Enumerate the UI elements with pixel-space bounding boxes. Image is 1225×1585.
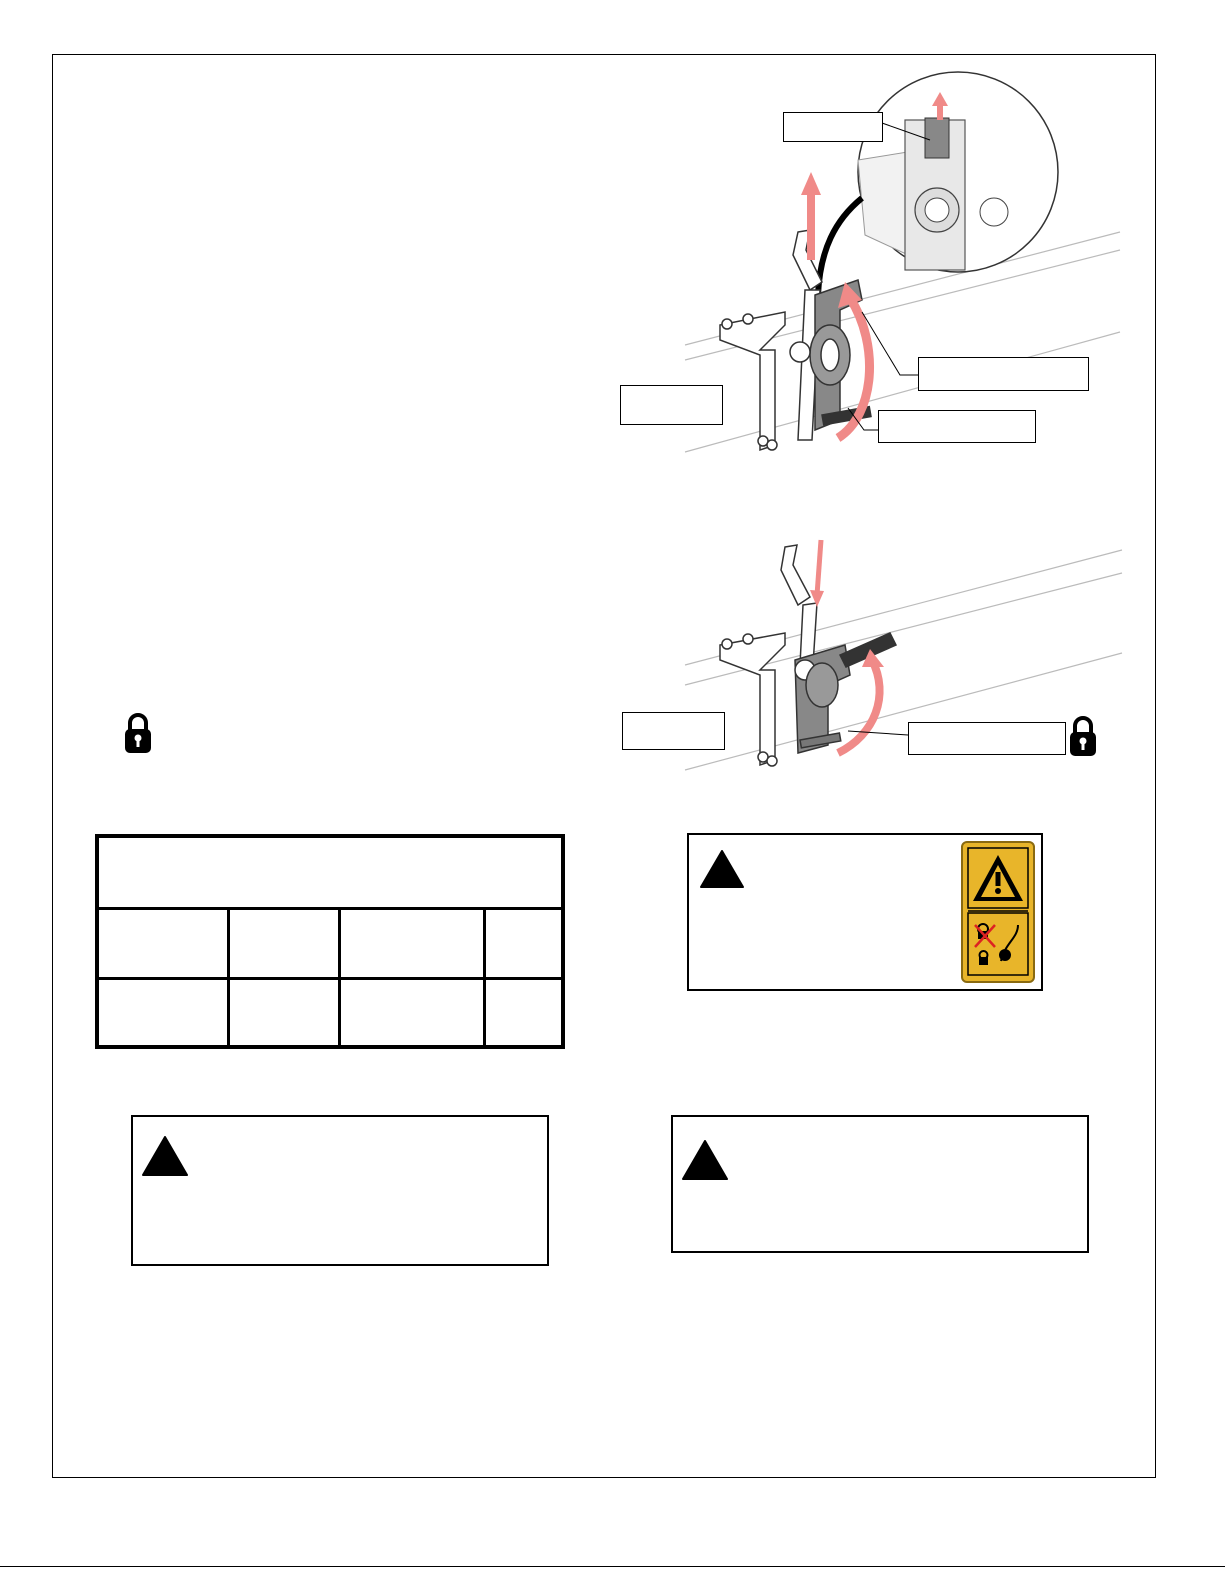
motion-arrow-icon bbox=[810, 540, 824, 607]
warning-triangle-icon bbox=[699, 849, 745, 889]
callout-figure2-left bbox=[622, 712, 725, 750]
warning-decal-graphic bbox=[963, 843, 1033, 981]
spec-table-cell bbox=[485, 978, 564, 1047]
spec-table-cell bbox=[229, 978, 340, 1047]
warning-triangle-icon bbox=[681, 1139, 729, 1181]
detail-inset bbox=[858, 72, 1058, 272]
lock-icon bbox=[123, 712, 153, 754]
bottom-rule bbox=[0, 1566, 1225, 1567]
spec-table-header-cell bbox=[340, 908, 485, 978]
callout-figure2-right bbox=[908, 722, 1066, 755]
spec-table-cell bbox=[97, 978, 229, 1047]
warning-decal bbox=[961, 841, 1035, 983]
warning-triangle-icon bbox=[141, 1135, 189, 1177]
spec-table-header-cell bbox=[229, 908, 340, 978]
callout-figure1-right-lower bbox=[878, 410, 1036, 443]
callout-figure1-right-upper bbox=[918, 357, 1089, 391]
warning-box-right bbox=[671, 1115, 1089, 1253]
callout-figure1-top bbox=[783, 112, 883, 142]
spec-table bbox=[95, 834, 565, 1049]
spec-table-header-cell bbox=[485, 908, 564, 978]
lock-icon bbox=[1068, 715, 1098, 757]
spec-table-cell bbox=[340, 978, 485, 1047]
warning-box-left bbox=[131, 1115, 549, 1266]
callout-figure1-left bbox=[620, 385, 723, 425]
spec-table-title bbox=[97, 836, 563, 908]
spec-table-header-cell bbox=[97, 908, 229, 978]
